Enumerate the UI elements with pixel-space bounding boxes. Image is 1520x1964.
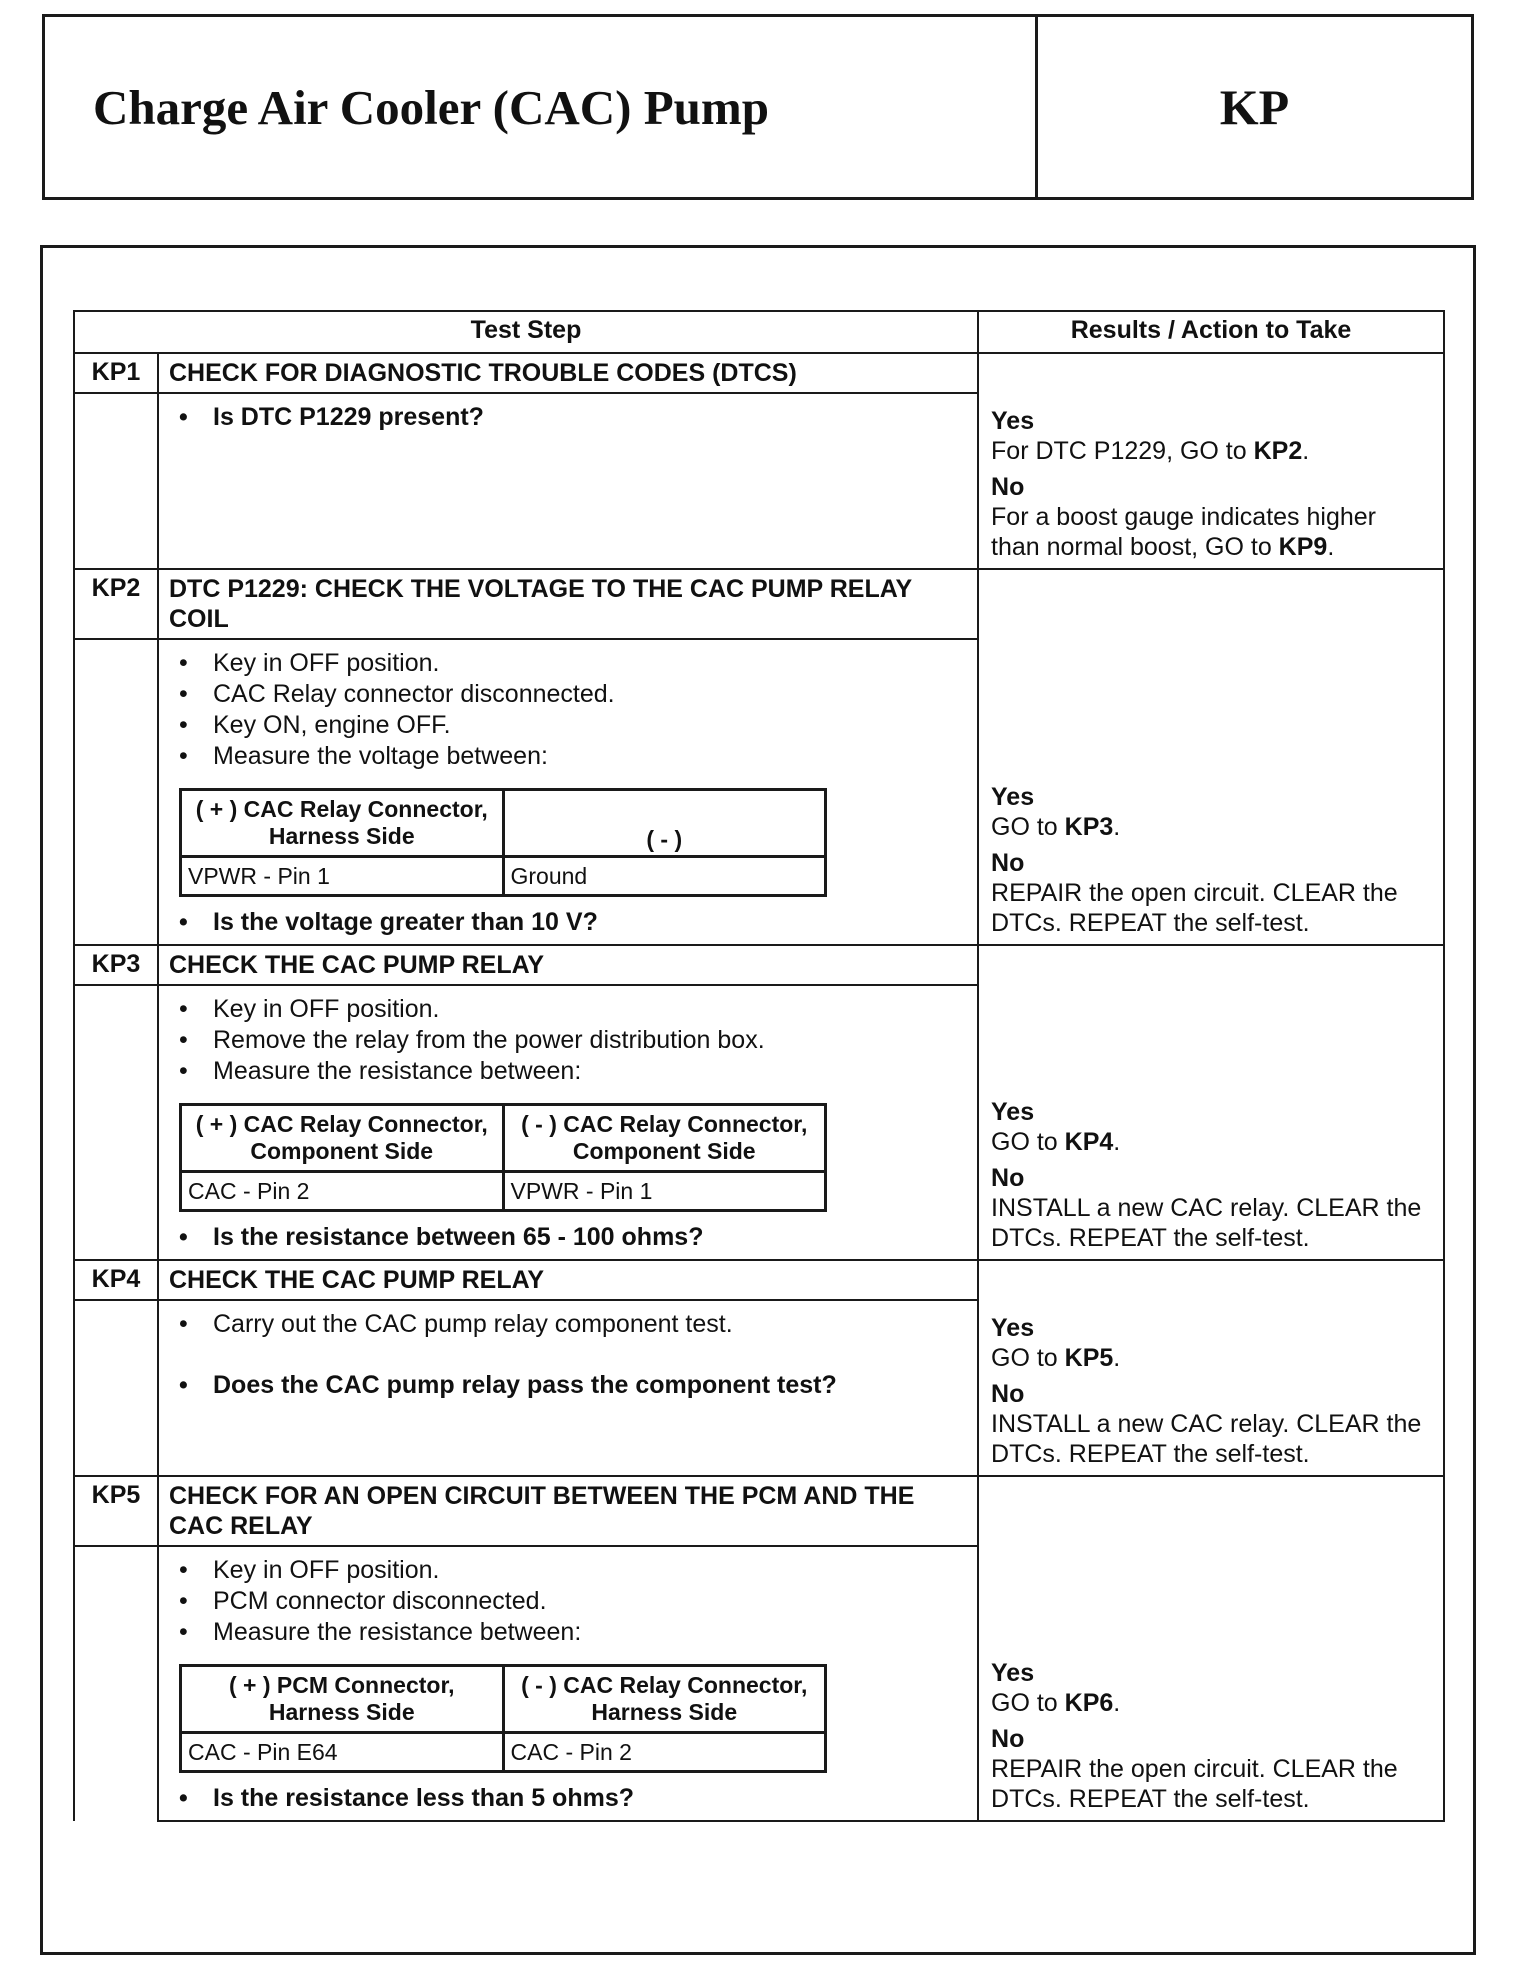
step-instruction: • Key in OFF position.: [213, 648, 967, 679]
step-instruction: • PCM connector disconnected.: [213, 1586, 967, 1617]
step-instruction: • Key in OFF position.: [213, 994, 967, 1025]
step-kp1-title-row: [74, 353, 1444, 393]
measurement-table: [179, 1664, 827, 1773]
step-kp4-results: [978, 1260, 1444, 1476]
step-title: DTC P1229: CHECK THE VOLTAGE TO THE CAC PUMP RELAY COIL: [158, 569, 978, 639]
table-header-row: [74, 311, 1444, 353]
page-title: Charge Air Cooler (CAC) Pump: [45, 17, 1038, 197]
section-code: KP: [1219, 79, 1290, 135]
meas-header-negative: ( - ): [503, 790, 826, 857]
step-id: KP1: [74, 353, 158, 393]
meas-header-negative: ( - ) CAC Relay Connector, Harness Side: [503, 1666, 826, 1733]
result-no: No INSTALL a new CAC relay. CLEAR the DTCs. REPEAT the self-test.: [991, 1164, 1422, 1252]
result-yes: Yes GO to KP3.: [991, 783, 1121, 841]
meas-header-positive: ( + ) CAC Relay Connector, Harness Side: [181, 790, 504, 857]
step-kp2-title-row: [74, 569, 1444, 639]
step-kp1-results: [978, 353, 1444, 569]
page-header: [42, 14, 1474, 200]
meas-header-positive: ( + ) CAC Relay Connector, Component Side: [181, 1105, 504, 1172]
meas-header-negative: ( - ) CAC Relay Connector, Component Side: [503, 1105, 826, 1172]
step-instruction: • Measure the resistance between:: [213, 1056, 967, 1087]
result-yes: Yes GO to KP5.: [991, 1314, 1121, 1372]
result-yes: Yes GO to KP6.: [991, 1659, 1121, 1717]
step-kp4-title-row: [74, 1260, 1444, 1300]
step-body: [158, 1300, 978, 1476]
step-kp5-title-row: [74, 1476, 1444, 1546]
step-instruction: • Carry out the CAC pump relay component test.: [213, 1309, 967, 1340]
step-body: [158, 985, 978, 1260]
test-step-header: Test Step: [74, 311, 978, 353]
meas-value-negative: CAC - Pin 2: [503, 1733, 826, 1772]
measurement-table: [179, 1103, 827, 1212]
step-instruction: • Remove the relay from the power distribution box.: [213, 1025, 967, 1056]
meas-value-negative: VPWR - Pin 1: [503, 1172, 826, 1211]
step-question: • Is the voltage greater than 10 V?: [213, 907, 967, 938]
diagnostic-table: [73, 310, 1445, 1822]
step-body: [158, 393, 978, 569]
step-body: [158, 1546, 978, 1821]
result-no: No REPAIR the open circuit. CLEAR the DTCs. REPEAT the self-test.: [991, 1725, 1398, 1813]
result-yes: Yes GO to KP4.: [991, 1098, 1121, 1156]
step-question: • Is the resistance less than 5 ohms?: [213, 1783, 967, 1814]
result-yes: Yes For DTC P1229, GO to KP2.: [991, 407, 1310, 465]
step-id: KP5: [74, 1476, 158, 1546]
step-title: CHECK THE CAC PUMP RELAY: [158, 1260, 978, 1300]
step-kp3-title-row: [74, 945, 1444, 985]
step-body: [158, 639, 978, 945]
step-kp2-results: [978, 569, 1444, 945]
meas-value-positive: CAC - Pin 2: [181, 1172, 504, 1211]
result-no: No INSTALL a new CAC relay. CLEAR the DTCs. REPEAT the self-test.: [991, 1380, 1422, 1468]
step-question: • Is DTC P1229 present?: [213, 402, 967, 433]
step-instruction: • Key in OFF position.: [213, 1555, 967, 1586]
result-no: No REPAIR the open circuit. CLEAR the DTCs. REPEAT the self-test.: [991, 849, 1398, 937]
meas-value-positive: VPWR - Pin 1: [181, 857, 504, 896]
meas-value-negative: Ground: [503, 857, 826, 896]
step-kp3-results: [978, 945, 1444, 1260]
step-id: KP3: [74, 945, 158, 985]
step-question: • Is the resistance between 65 - 100 ohms?: [213, 1222, 967, 1253]
step-question: • Does the CAC pump relay pass the component test?: [213, 1370, 967, 1401]
step-instruction: • Measure the voltage between:: [213, 741, 967, 772]
results-header: Results / Action to Take: [978, 311, 1444, 353]
meas-value-positive: CAC - Pin E64: [181, 1733, 504, 1772]
step-instruction: • Key ON, engine OFF.: [213, 710, 967, 741]
measurement-table: [179, 788, 827, 897]
step-kp5-results: [978, 1476, 1444, 1821]
step-title: CHECK FOR AN OPEN CIRCUIT BETWEEN THE PCM AND THE CAC RELAY: [158, 1476, 978, 1546]
step-title: CHECK THE CAC PUMP RELAY: [158, 945, 978, 985]
step-instruction: • CAC Relay connector disconnected.: [213, 679, 967, 710]
result-no: No For a boost gauge indicates higher than normal boost, GO to KP9.: [991, 473, 1376, 561]
step-title: CHECK FOR DIAGNOSTIC TROUBLE CODES (DTCS): [158, 353, 978, 393]
step-instruction: • Measure the resistance between:: [213, 1617, 967, 1648]
meas-header-positive: ( + ) PCM Connector, Harness Side: [181, 1666, 504, 1733]
step-id: KP4: [74, 1260, 158, 1300]
step-id: KP2: [74, 569, 158, 639]
